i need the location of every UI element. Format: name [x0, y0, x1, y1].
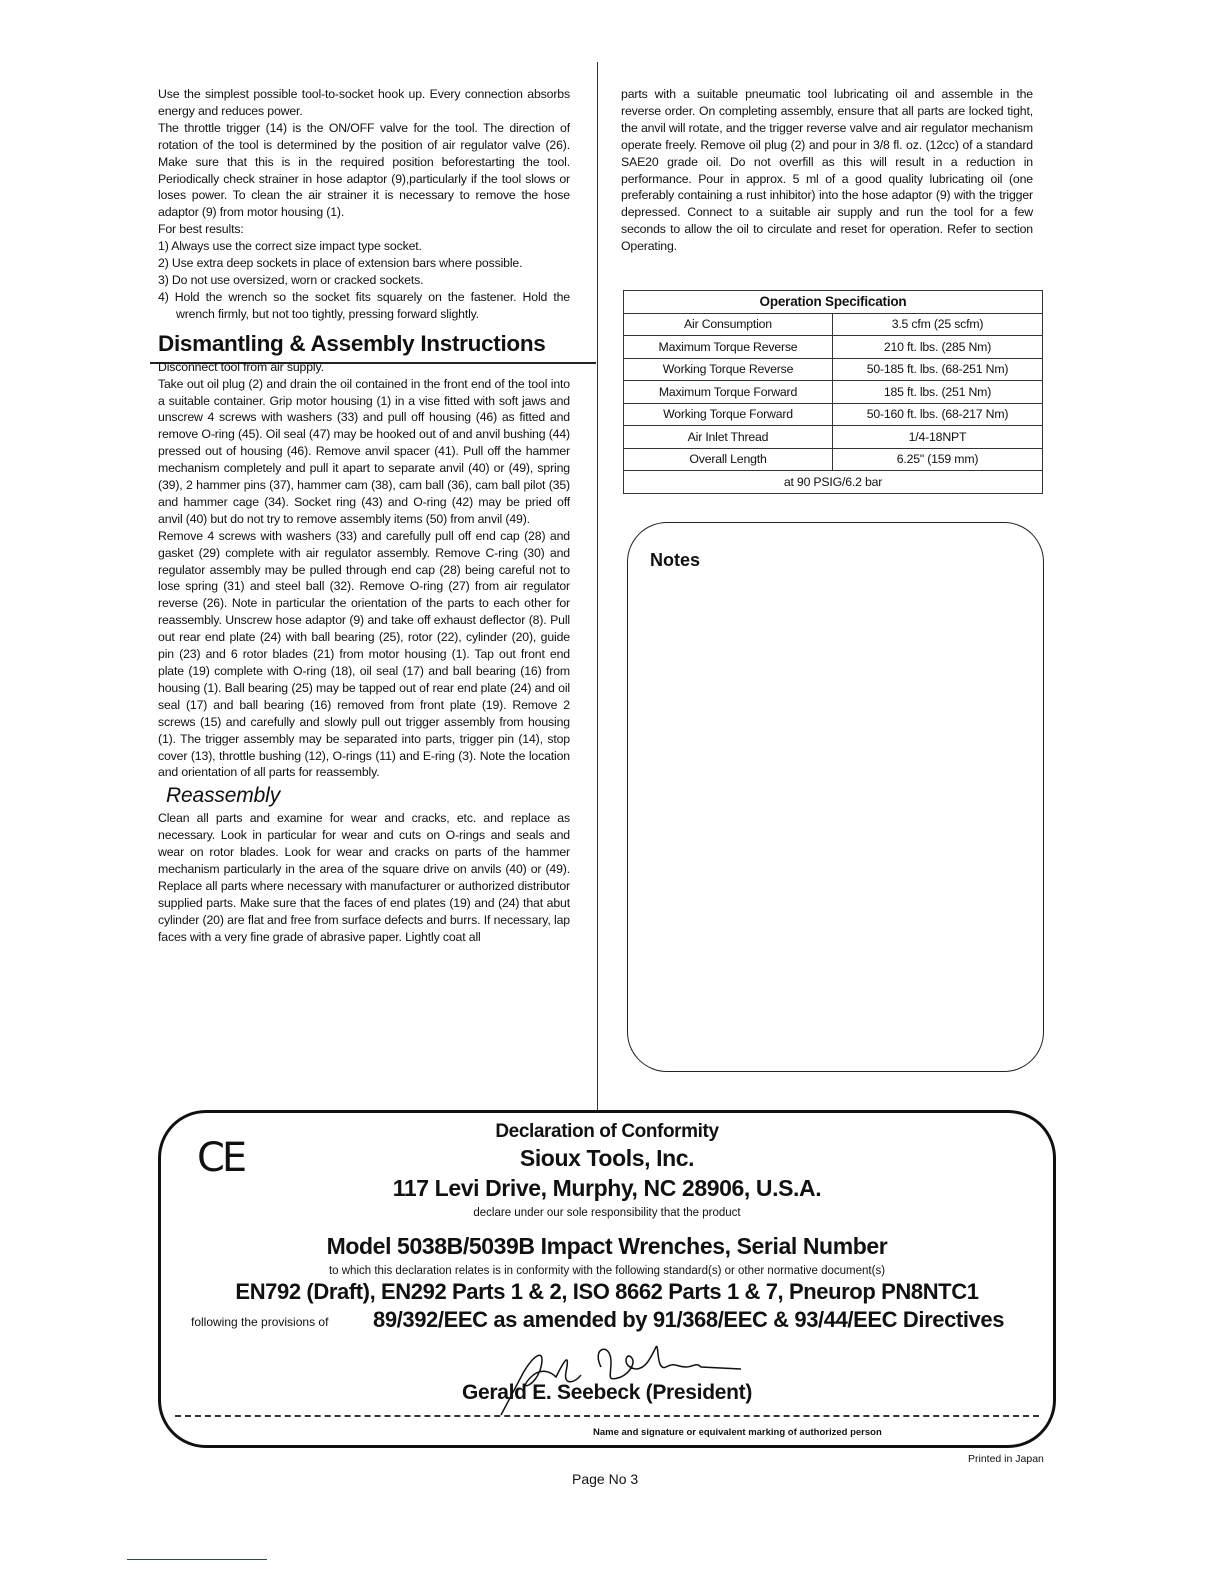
company-name: Sioux Tools, Inc.: [519, 1145, 695, 1171]
right-column: [621, 86, 1033, 255]
list-item: 1) Always use the correct size impact type socket.: [158, 239, 422, 254]
spec-table-title: Operation Specification: [624, 291, 1043, 314]
reassembly-continued-paragraph: parts with a suitable pneumatic tool lubricating oil and assemble in the reverse order. On completing assembly, ensure that all parts are locked tight, the anvil will rotate, and the trigger reverse valve and air regulator mechanism operate freely. Remove oil plug (2) and pour in 3/8 fl. oz. (12cc) of a standard SAE20 grade oil. Do not overfill as this will result in a reduction in performance. Pour in approx. 5 ml of a good quality lubricating oil (one preferably containing a rust inhibitor) into the hose adaptor (9) with the trigger depressed. Connect to a suitable air supply and run the tool for a few seconds to allow the oil to circulate and reset for operation. Refer to section Operating.: [621, 87, 1033, 254]
spec-label: Air Consumption: [624, 313, 833, 336]
dismantling-paragraph: Remove 4 screws with washers (33) and carefully pull off end cap (28) and gasket (29) complete with air regulator assembly. Remove C-ring (30) and regulator assembly may be pulled through end cap (28) being careful not to lose spring (31) and steel ball (32). Remove O-ring (27) from air regulator reverse (26). Note in particular the orientation of the parts to each other for reassembly. Unscrew hose adaptor (9) and take off exhaust deflector (8). Pull out rear end plate (24) with ball bearing (25), rotor (22), cylinder (20), guide pin (23) and 6 rotor blades (21) from motor housing (1). Tap out front end plate (19) complete with O-ring (18), oil seal (17) and ball bearing (16) from housing (1). Ball bearing (25) may be tapped out of rear end plate (24) and oil seal (17) and ball bearing (16) removed from front plate (19). Remove 2 screws (15) and carefully and slowly pull out trigger assembly from housing (1). The trigger assembly may be separated into parts, trigger pin (14), stop cover (13), throttle bushing (12), O-rings (11) and E-ring (3). Note the location and orientation of all parts for reassembly.: [158, 528, 570, 780]
spec-value: 50-185 ft. lbs. (68-251 Nm): [833, 358, 1043, 381]
page-number: Page No 3: [572, 1471, 639, 1487]
table-row: [624, 426, 1043, 449]
signature-caption: Name and signature or equivalent marking of authorized person: [593, 1427, 882, 1438]
printed-in: Printed in Japan: [968, 1453, 1044, 1465]
dismantling-paragraph: Take out oil plug (2) and drain the oil contained in the front end of the tool into a suitable container. Grip motor housing (1) in a vise fitted with soft jaws and unscrew 4 screws with washers (33) and pull off housing (46) as fitted and remove O-ring (45). Oil seal (47) may be hooked out of and anvil bushing (44) pressed out of housing (46). Remove anvil spacer (41). Pull off the hammer mechanism completely and pull it apart to separate anvil (40) or (49), spring (39), 2 hammer pins (37), hammer cam (38), cam ball (36), cam ball pilot (35) and hammer cage (34). Socket ring (43) and O-ring (42) may be pried off anvil (40) but do not try to remove assembly items (50) from anvil (49).: [158, 376, 570, 526]
spec-value: 210 ft. lbs. (285 Nm): [833, 336, 1043, 359]
section-title: Dismantling & Assembly Instructions: [158, 330, 546, 356]
table-row: [624, 403, 1043, 426]
intro-paragraph: Use the simplest possible tool-to-socket hook up. Every connection absorbs energy and reduces power.: [158, 87, 570, 118]
table-row: [624, 336, 1043, 359]
signature-line: [175, 1415, 1039, 1417]
spec-label: Working Torque Reverse: [624, 358, 833, 381]
best-results-list: [158, 238, 570, 323]
left-column: [158, 86, 570, 946]
declaration-of-conformity: [158, 1110, 1056, 1448]
provisions-label: following the provisions of: [191, 1315, 329, 1329]
table-row: [624, 313, 1043, 336]
list-item: 2) Use extra deep sockets in place of extension bars where possible.: [158, 256, 523, 271]
notes-title: Notes: [650, 550, 701, 570]
operation-spec-table: [623, 290, 1043, 494]
spec-label: Maximum Torque Reverse: [624, 336, 833, 359]
spec-table-footer: at 90 PSIG/6.2 bar: [624, 471, 1043, 494]
reassembly-paragraph: Clean all parts and examine for wear and cracks, etc. and replace as necessary. Look in particular for wear and cuts on O-rings and seals and wear on rotor blades. Look for wear and cracks on parts of the hammer mechanism particularly in the area of the square drive on anvils (40) or (49). Replace all parts where necessary with manufacturer or authorized distributor supplied parts. Make sure that the faces of end plates (19) and (24) that abut cylinder (20) are flat and free from surface defects and burrs. If necessary, lap faces with a very fine grade of abrasive paper. Lightly coat all: [158, 811, 570, 944]
conformity-text: to which this declaration relates is in conformity with the following standard(s) or other normative document(s): [328, 1265, 886, 1277]
best-results-label: For best results:: [158, 222, 244, 237]
spec-label: Overall Length: [624, 448, 833, 471]
product-model: Model 5038B/5039B Impact Wrenches, Serial Number: [326, 1233, 888, 1259]
spec-value: 185 ft. lbs. (251 Nm): [833, 381, 1043, 404]
declare-text: declare under our sole responsibility that the product: [473, 1207, 741, 1219]
intro-paragraph: The throttle trigger (14) is the ON/OFF valve for the tool. The direction of rotation of the tool is determined by the position of air regulator valve (26). Make sure that this is in the required position beforestarting the tool. Periodically check strainer in hose adaptor (9),particularly if the tool slows or loses power. To clean the air strainer it is necessary to remove the hose adaptor (9) from motor housing (1).: [158, 120, 570, 220]
declaration-title: Declaration of Conformity: [495, 1121, 719, 1142]
spec-label: Maximum Torque Forward: [624, 381, 833, 404]
spec-label: Working Torque Forward: [624, 403, 833, 426]
notes-box: [627, 522, 1044, 1072]
spec-value: 1/4-18NPT: [833, 426, 1043, 449]
table-row: [624, 358, 1043, 381]
signer-name: Gerald E. Seebeck (President): [461, 1381, 753, 1404]
ce-mark-icon: CE: [197, 1135, 245, 1181]
dismantling-paragraph: Disconnect tool from air supply.: [158, 359, 324, 374]
spec-label: Air Inlet Thread: [624, 426, 833, 449]
standards-list: EN792 (Draft), EN292 Parts 1 & 2, ISO 8662 Parts 1 & 7, Pneurop PN8NTC1: [235, 1279, 979, 1304]
list-item: 3) Do not use oversized, worn or cracked sockets.: [158, 272, 424, 287]
spec-value: 50-160 ft. lbs. (68-217 Nm): [833, 403, 1043, 426]
table-row: [624, 381, 1043, 404]
company-address: 117 Levi Drive, Murphy, NC 28906, U.S.A.: [392, 1175, 822, 1201]
spec-value: 3.5 cfm (25 scfm): [833, 313, 1043, 336]
signature-icon: [461, 1337, 781, 1417]
directives: 89/392/EEC as amended by 91/368/EEC & 93/44/EEC Directives: [373, 1307, 1005, 1332]
column-divider: [597, 62, 598, 1110]
list-item: 4) Hold the wrench so the socket fits squarely on the fastener. Hold the wrench firmly, but not too tightly, pressing forward slightly.: [158, 289, 570, 321]
reassembly-title: Reassembly: [166, 784, 281, 808]
table-row: [624, 448, 1043, 471]
spec-value: 6.25" (159 mm): [833, 448, 1043, 471]
link-underline[interactable]: [127, 1559, 267, 1560]
